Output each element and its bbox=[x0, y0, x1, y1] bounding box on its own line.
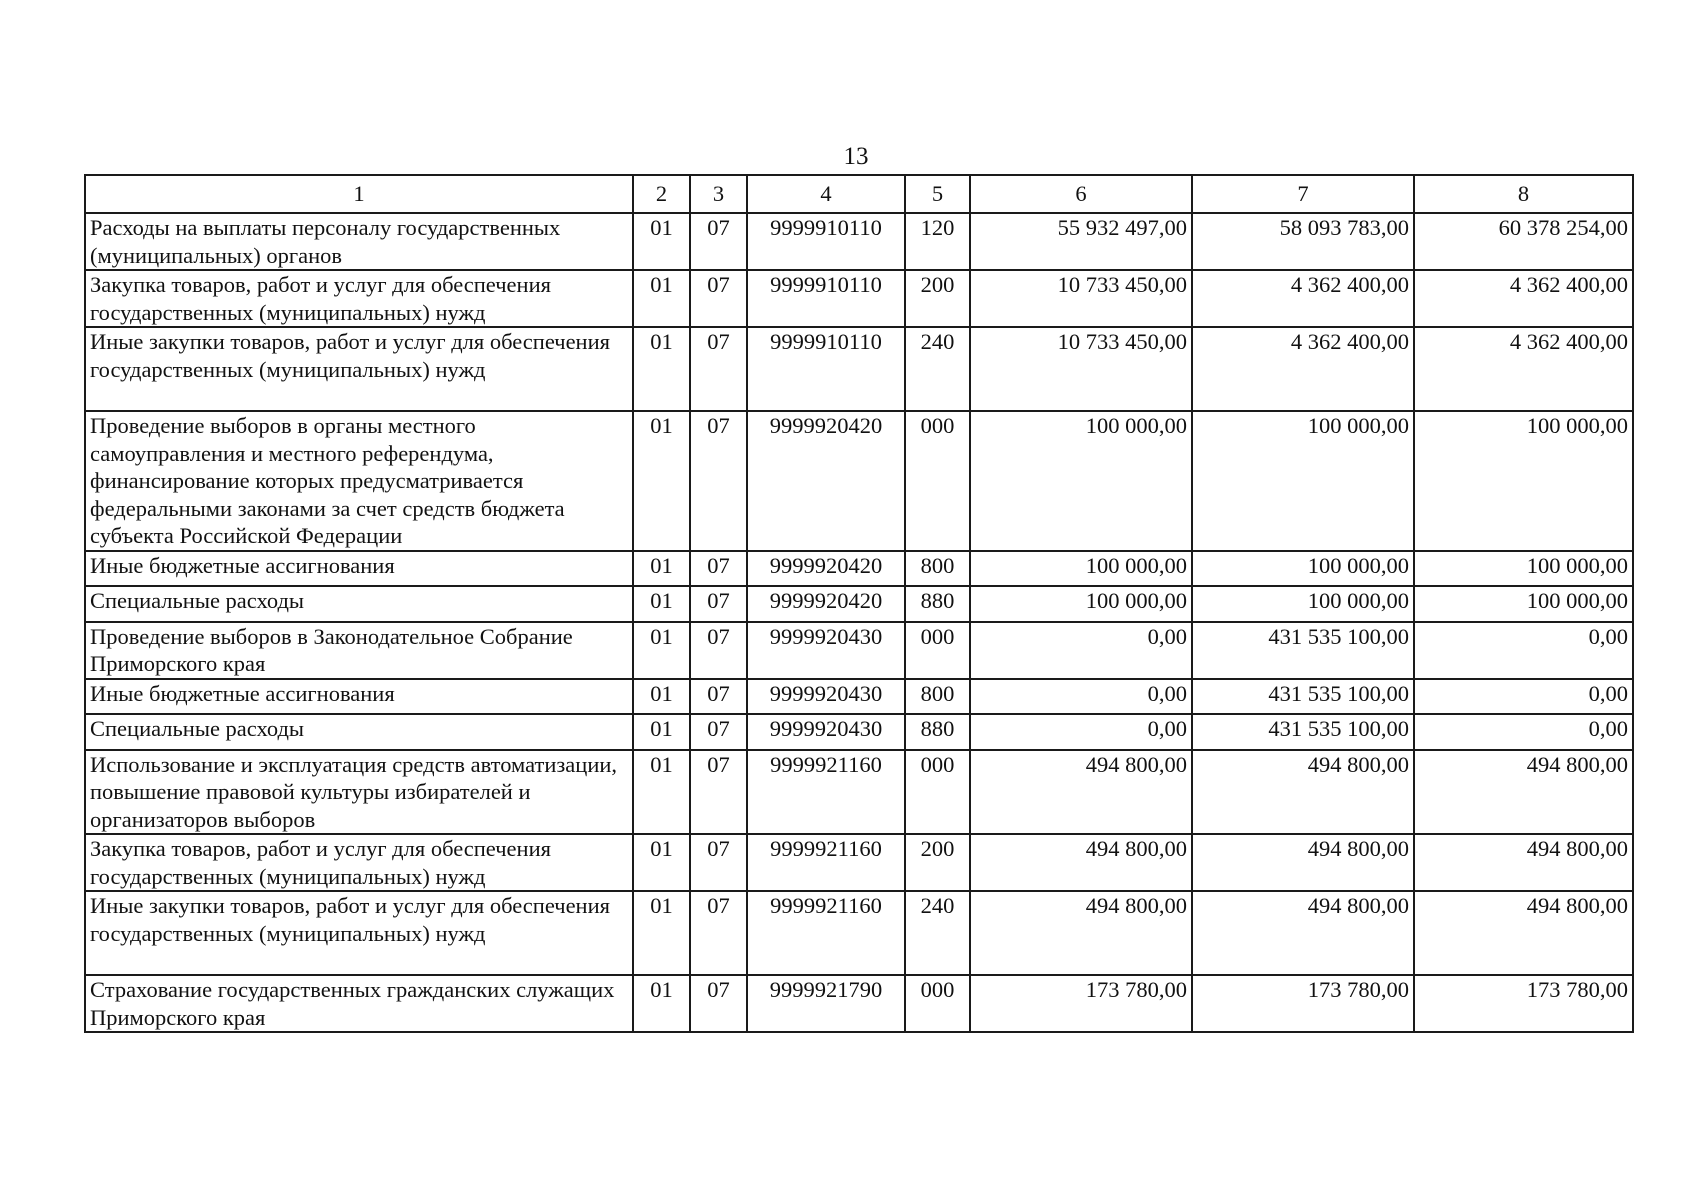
expense-name-cell: Иные закупки товаров, работ и услуг для обеспечения государственных (муниципальных) нужд bbox=[85, 327, 633, 411]
expense-type-cell: 000 bbox=[905, 975, 970, 1032]
target-article-cell: 9999920430 bbox=[747, 679, 905, 714]
amount-col6-cell: 100 000,00 bbox=[970, 411, 1192, 551]
subsection-code-cell: 07 bbox=[690, 975, 747, 1032]
section-code-cell: 01 bbox=[633, 327, 690, 411]
subsection-code-cell: 07 bbox=[690, 679, 747, 714]
amount-col7-cell: 173 780,00 bbox=[1192, 975, 1414, 1032]
amount-col8-cell: 4 362 400,00 bbox=[1414, 270, 1633, 327]
amount-col8-cell: 100 000,00 bbox=[1414, 551, 1633, 586]
expense-name-cell: Страхование государственных гражданских служащих Приморского края bbox=[85, 975, 633, 1032]
expense-name-cell: Использование и эксплуатация средств автоматизации, повышение правовой культуры избирателей и организаторов выборов bbox=[85, 750, 633, 835]
target-article-cell: 9999910110 bbox=[747, 270, 905, 327]
page-number: 13 bbox=[843, 143, 869, 170]
table-row bbox=[85, 622, 1633, 679]
amount-col7-cell: 431 535 100,00 bbox=[1192, 679, 1414, 714]
subsection-code-cell: 07 bbox=[690, 750, 747, 835]
amount-col6-cell: 0,00 bbox=[970, 714, 1192, 750]
expense-name-cell: Закупка товаров, работ и услуг для обеспечения государственных (муниципальных) нужд bbox=[85, 834, 633, 891]
amount-col7-cell: 58 093 783,00 bbox=[1192, 213, 1414, 270]
expense-type-cell: 120 bbox=[905, 213, 970, 270]
amount-col6-cell: 0,00 bbox=[970, 622, 1192, 679]
expense-name-cell: Проведение выборов в Законодательное Собрание Приморского края bbox=[85, 622, 633, 679]
section-code-cell: 01 bbox=[633, 213, 690, 270]
amount-col8-cell: 100 000,00 bbox=[1414, 586, 1633, 622]
amount-col7-cell: 100 000,00 bbox=[1192, 411, 1414, 551]
amount-col8-cell: 494 800,00 bbox=[1414, 750, 1633, 835]
target-article-cell: 9999910110 bbox=[747, 327, 905, 411]
column-header: 2 bbox=[633, 175, 690, 213]
column-header: 8 bbox=[1414, 175, 1633, 213]
target-article-cell: 9999910110 bbox=[747, 213, 905, 270]
expense-name-cell: Проведение выборов в органы местного самоуправления и местного референдума, финансирование которых предусматривается федеральными законами за счет средств бюджета субъекта Российской Федерации bbox=[85, 411, 633, 551]
table-row bbox=[85, 834, 1633, 891]
expense-name-cell: Иные бюджетные ассигнования bbox=[85, 551, 633, 586]
section-code-cell: 01 bbox=[633, 551, 690, 586]
column-header: 1 bbox=[85, 175, 633, 213]
expense-type-cell: 880 bbox=[905, 714, 970, 750]
target-article-cell: 9999921160 bbox=[747, 750, 905, 835]
amount-col8-cell: 60 378 254,00 bbox=[1414, 213, 1633, 270]
target-article-cell: 9999920420 bbox=[747, 411, 905, 551]
column-header: 6 bbox=[970, 175, 1192, 213]
amount-col7-cell: 100 000,00 bbox=[1192, 586, 1414, 622]
subsection-code-cell: 07 bbox=[690, 327, 747, 411]
table-row bbox=[85, 891, 1633, 975]
subsection-code-cell: 07 bbox=[690, 622, 747, 679]
subsection-code-cell: 07 bbox=[690, 834, 747, 891]
expense-name-cell: Закупка товаров, работ и услуг для обеспечения государственных (муниципальных) нужд bbox=[85, 270, 633, 327]
amount-col8-cell: 173 780,00 bbox=[1414, 975, 1633, 1032]
table-row bbox=[85, 750, 1633, 835]
section-code-cell: 01 bbox=[633, 586, 690, 622]
expense-type-cell: 000 bbox=[905, 622, 970, 679]
amount-col6-cell: 173 780,00 bbox=[970, 975, 1192, 1032]
column-header: 4 bbox=[747, 175, 905, 213]
target-article-cell: 9999920420 bbox=[747, 586, 905, 622]
amount-col6-cell: 10 733 450,00 bbox=[970, 327, 1192, 411]
expense-type-cell: 000 bbox=[905, 411, 970, 551]
amount-col7-cell: 4 362 400,00 bbox=[1192, 270, 1414, 327]
amount-col7-cell: 4 362 400,00 bbox=[1192, 327, 1414, 411]
table-row bbox=[85, 975, 1633, 1032]
section-code-cell: 01 bbox=[633, 750, 690, 835]
expense-type-cell: 800 bbox=[905, 679, 970, 714]
budget-table bbox=[84, 174, 1634, 1033]
amount-col6-cell: 100 000,00 bbox=[970, 551, 1192, 586]
amount-col8-cell: 4 362 400,00 bbox=[1414, 327, 1633, 411]
subsection-code-cell: 07 bbox=[690, 213, 747, 270]
section-code-cell: 01 bbox=[633, 411, 690, 551]
expense-type-cell: 000 bbox=[905, 750, 970, 835]
amount-col8-cell: 0,00 bbox=[1414, 714, 1633, 750]
amount-col7-cell: 494 800,00 bbox=[1192, 750, 1414, 835]
section-code-cell: 01 bbox=[633, 679, 690, 714]
target-article-cell: 9999920430 bbox=[747, 714, 905, 750]
amount-col7-cell: 494 800,00 bbox=[1192, 834, 1414, 891]
table-row bbox=[85, 714, 1633, 750]
expense-type-cell: 240 bbox=[905, 891, 970, 975]
expense-type-cell: 800 bbox=[905, 551, 970, 586]
table-row bbox=[85, 270, 1633, 327]
expense-name-cell: Иные закупки товаров, работ и услуг для обеспечения государственных (муниципальных) нужд bbox=[85, 891, 633, 975]
column-header: 5 bbox=[905, 175, 970, 213]
amount-col8-cell: 100 000,00 bbox=[1414, 411, 1633, 551]
subsection-code-cell: 07 bbox=[690, 551, 747, 586]
amount-col8-cell: 0,00 bbox=[1414, 622, 1633, 679]
subsection-code-cell: 07 bbox=[690, 714, 747, 750]
table-row bbox=[85, 213, 1633, 270]
section-code-cell: 01 bbox=[633, 622, 690, 679]
table-row bbox=[85, 679, 1633, 714]
expense-type-cell: 200 bbox=[905, 834, 970, 891]
amount-col8-cell: 494 800,00 bbox=[1414, 834, 1633, 891]
expense-name-cell: Специальные расходы bbox=[85, 586, 633, 622]
target-article-cell: 9999920430 bbox=[747, 622, 905, 679]
section-code-cell: 01 bbox=[633, 891, 690, 975]
target-article-cell: 9999920420 bbox=[747, 551, 905, 586]
target-article-cell: 9999921790 bbox=[747, 975, 905, 1032]
header-row bbox=[85, 175, 1633, 213]
amount-col8-cell: 494 800,00 bbox=[1414, 891, 1633, 975]
amount-col6-cell: 494 800,00 bbox=[970, 750, 1192, 835]
section-code-cell: 01 bbox=[633, 975, 690, 1032]
expense-name-cell: Иные бюджетные ассигнования bbox=[85, 679, 633, 714]
subsection-code-cell: 07 bbox=[690, 270, 747, 327]
table-row bbox=[85, 327, 1633, 411]
expense-name-cell: Специальные расходы bbox=[85, 714, 633, 750]
column-header: 7 bbox=[1192, 175, 1414, 213]
section-code-cell: 01 bbox=[633, 714, 690, 750]
amount-col6-cell: 100 000,00 bbox=[970, 586, 1192, 622]
expense-type-cell: 200 bbox=[905, 270, 970, 327]
section-code-cell: 01 bbox=[633, 270, 690, 327]
table-row bbox=[85, 411, 1633, 551]
column-header: 3 bbox=[690, 175, 747, 213]
amount-col6-cell: 494 800,00 bbox=[970, 834, 1192, 891]
amount-col7-cell: 494 800,00 bbox=[1192, 891, 1414, 975]
amount-col6-cell: 494 800,00 bbox=[970, 891, 1192, 975]
amount-col7-cell: 100 000,00 bbox=[1192, 551, 1414, 586]
expense-name-cell: Расходы на выплаты персоналу государственных (муниципальных) органов bbox=[85, 213, 633, 270]
amount-col6-cell: 55 932 497,00 bbox=[970, 213, 1192, 270]
section-code-cell: 01 bbox=[633, 834, 690, 891]
amount-col8-cell: 0,00 bbox=[1414, 679, 1633, 714]
amount-col7-cell: 431 535 100,00 bbox=[1192, 714, 1414, 750]
expense-type-cell: 240 bbox=[905, 327, 970, 411]
table-row bbox=[85, 551, 1633, 586]
target-article-cell: 9999921160 bbox=[747, 891, 905, 975]
subsection-code-cell: 07 bbox=[690, 891, 747, 975]
expense-type-cell: 880 bbox=[905, 586, 970, 622]
amount-col6-cell: 10 733 450,00 bbox=[970, 270, 1192, 327]
subsection-code-cell: 07 bbox=[690, 586, 747, 622]
subsection-code-cell: 07 bbox=[690, 411, 747, 551]
target-article-cell: 9999921160 bbox=[747, 834, 905, 891]
amount-col6-cell: 0,00 bbox=[970, 679, 1192, 714]
table-row bbox=[85, 586, 1633, 622]
amount-col7-cell: 431 535 100,00 bbox=[1192, 622, 1414, 679]
